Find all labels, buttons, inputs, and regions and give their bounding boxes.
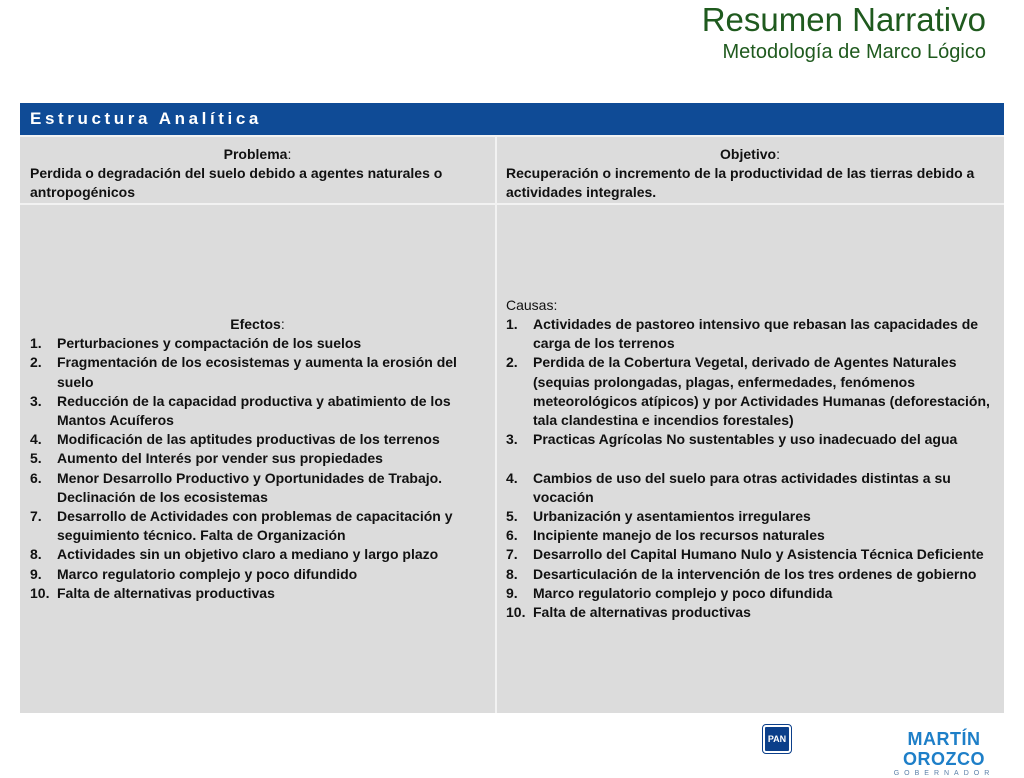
item-number: 10. [506,603,526,620]
problema-text: Perdida o degradación del suelo debido a agentes naturales o antropogénicos [30,165,443,201]
item-text: Urbanización y asentamientos irregulares [533,507,811,524]
item-text: Incipiente manejo de los recursos naturales [533,527,825,544]
item-text: Desarrollo del Capital Humano Nulo y Asistencia Técnica Deficiente [533,546,984,563]
item-number: 4. [30,431,42,448]
problema-cell [20,137,495,203]
objetivo-cell [497,137,1004,203]
causas-label: Causas [506,296,554,313]
item-number: 9. [30,565,42,582]
objetivo-label: Objetivo [720,146,777,162]
item-number: 8. [30,546,42,563]
item-number: 7. [30,508,42,524]
list-item [506,507,994,526]
title-block [702,2,986,66]
efectos-colon: : [280,315,285,332]
item-text: Desarrollo de Actividades con problemas de capacitación y seguimiento técnico. Falta de Organización [57,508,453,544]
item-number: 5. [30,450,42,467]
item-text: Falta de alternativas productivas [533,603,751,620]
causas-cell [497,205,1004,713]
item-text: Actividades de pastoreo intensivo que rebasan las capacidades de carga de los terrenos [533,316,979,352]
item-text: Falta de alternativas productivas [57,584,275,601]
table-heading: Estructura Analítica [20,103,1004,135]
item-number: 2. [30,354,42,371]
efectos-list [30,334,485,603]
efectos-label: Efectos [230,315,281,332]
list-item [506,469,994,507]
list-item [506,584,994,603]
causas-list-continued [506,469,994,623]
item-text: Marco regulatorio complejo y poco difundida [533,584,833,601]
list-item [30,449,485,468]
item-text: Reducción de la capacidad productiva y abatimiento de los Mantos Acuíferos [57,392,451,428]
brand-logo [864,729,1024,778]
objetivo-text: Recuperación o incremento de la productividad de las tierras debido a actividades integrales. [506,165,975,201]
item-text: Practicas Agrícolas No sustentables y uso inadecuado del agua [533,431,958,448]
item-number: 10. [30,584,50,601]
item-number: 3. [506,431,518,448]
item-text: Desarticulación de la intervención de los tres ordenes de gobierno [533,565,977,582]
list-spacer [506,450,994,469]
list-item [30,334,485,353]
list-item [30,584,485,603]
list-item [30,565,485,584]
page-title: Resumen Narrativo [701,1,986,38]
causas-colon: : [553,296,558,313]
item-text: Aumento del Interés por vender sus propiedades [57,450,383,467]
list-item [506,526,994,545]
item-number: 6. [506,527,518,544]
efectos-heading [30,315,485,334]
item-text: Perturbaciones y compactación de los suelos [57,335,362,352]
problema-heading [30,145,485,164]
item-number: 7. [506,546,518,563]
objetivo-heading [506,145,994,164]
list-item [506,430,994,449]
item-number: 5. [506,507,518,524]
item-text: Perdida de la Cobertura Vegetal, derivado de Agentes Naturales (sequias prolongadas, plagas, enfermedades, fenómenos meteorológicos atípicos) y por Actividades Humanas (deforestación, tala clandestina e incendios forestales) [533,354,990,429]
list-item [506,603,994,622]
causas-heading [506,296,994,315]
list-item [30,392,485,430]
item-text: Fragmentación de los ecosistemas y aumenta la erosión del suelo [57,354,457,390]
item-number: 6. [30,469,42,486]
causas-list [506,315,994,449]
item-number: 8. [506,565,518,582]
item-number: 1. [30,335,42,352]
objetivo-colon: : [776,146,780,162]
list-item [506,565,994,584]
item-text: Actividades sin un objetivo claro a mediano y largo plazo [57,546,439,563]
item-number: 9. [506,584,518,601]
brand-subtitle: GOBERNADOR [893,770,995,777]
list-item [30,353,485,391]
item-number: 3. [30,392,42,409]
item-number: 1. [506,316,518,333]
list-item [506,545,994,564]
list-item [30,545,485,564]
item-text: Marco regulatorio complejo y poco difundido [57,565,358,582]
pan-logo-icon: PAN [763,725,791,753]
item-text: Modificación de las aptitudes productivas de los terrenos [57,431,440,448]
problema-colon: : [287,146,292,162]
page-subtitle: Metodología de Marco Lógico [722,41,986,63]
list-item [30,469,485,507]
item-number: 4. [506,469,518,486]
item-number: 2. [506,354,518,371]
problema-label: Problema [223,146,288,162]
list-item [506,353,994,430]
efectos-cell [20,205,495,713]
item-text: Menor Desarrollo Productivo y Oportunidades de Trabajo. Declinación de los ecosistemas [57,469,443,505]
list-item [30,430,485,449]
list-item [30,507,485,545]
analysis-table [20,103,1004,713]
brand-name: MARTÍN OROZCO [903,729,985,769]
item-text: Cambios de uso del suelo para otras actividades distintas a su vocación [533,469,951,505]
list-item [506,315,994,353]
